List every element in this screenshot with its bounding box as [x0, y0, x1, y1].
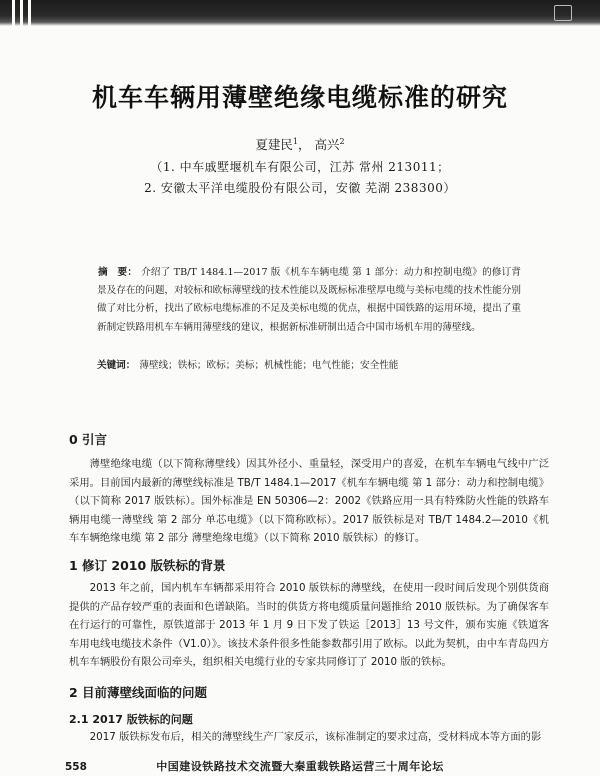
author-name: 夏建民 — [255, 137, 293, 152]
author-sup: 1 — [292, 136, 298, 146]
keywords-label: 关键词： — [97, 360, 136, 371]
scan-notch — [28, 0, 31, 26]
abstract-text: 介绍了 TB/T 1484.1—2017 版《机车车辆电缆 第 1 部分：动力和控制电缆》的修订背景及存在的问题，对较标和欧标薄壁线的技术性能以及既标标准壁厚电缆与美标电缆的技术性能分别做了对比分析，找出了欧标电缆标准的不足及美标电缆的优点，根据中国铁路的运用环境，提出了重新制定铁路用机车车辆用薄壁线的建议，根据新标准研制出适合中国市场机车用的薄壁线。 — [97, 267, 522, 333]
section-heading-problems: 2 目前薄壁线面临的问题 — [69, 685, 208, 700]
section-paragraph: 薄壁绝缘电缆（以下简称薄壁线）因其外径小、重量轻，深受用户的喜爱，在机车车辆电气线中广泛采用。目前国内最新的薄壁线标准是 TB/T 1484.1—2017《机车车辆电缆 第 1 部分：动力和控制电缆》（以下简称 2017 版铁标）。国外标准是 EN 50306—2：2002《铁路应用一具有特殊防火性能的铁路车辆用电缆一薄壁线 第 2 部分 单芯电缆》（以下简称欧标）。2017 版铁标是对 TB/T 1484.2—2010《机车车辆绝缘电缆 第 2 部分 薄壁绝缘电缆》（以下简称 2010 版铁标）的修订。 — [69, 458, 549, 545]
author-sup: 2 — [339, 136, 345, 146]
section-paragraph: 2017 版铁标发布后，相关的薄壁线生产厂家反示，该标准制定的要求过高，受材料成本等方面的影 — [89, 731, 542, 743]
affiliation: 2. 安徽太平洋电缆股份有限公司，安徽 芜湖 238300） — [144, 181, 456, 195]
author-line — [0, 135, 600, 153]
scan-notch — [20, 0, 23, 26]
footer-event-title: 中国建设铁路技术交流暨大秦重载铁路运营三十周年论坛 — [156, 760, 444, 773]
keywords-text: 薄壁线；铁标；欧标；美标；机械性能；电气性能；安全性能 — [139, 360, 399, 371]
section-heading-introduction: 0 引言 — [69, 432, 108, 447]
abstract-label: 摘 要： — [98, 267, 138, 278]
affiliation: （1. 中车戚墅堰机车有限公司，江苏 常州 213011； — [150, 160, 450, 174]
author-separator: ， — [298, 137, 311, 152]
abstract — [97, 264, 521, 337]
author-name: 高兴 — [314, 137, 340, 152]
section-paragraph: 2013 年之前，国内机车车辆都采用符合 2010 版铁标的薄壁线，在使用一段时间后发现个别供货商提供的产品存较严重的表面和色谱缺陷。当时的供货方将电缆质量问题推给 2010 版铁标。为了确保客车在行运行的可靠性，原铁道部于 2013 年 1 月 9 日下发了铁运［2013］13 号文件，颁布实施《铁道客车用电线电缆技术条件（V1.0）》。该技术条件很多性能参数都引用了欧标。以此为契机，由中车青岛四方机车车辆股份有限公司牵头，组织相关电缆行业的专家共同修订了 2010 版的铁标。 — [69, 582, 549, 669]
paper-title: 机车车辆用薄壁绝缘电缆标准的研究 — [91, 83, 508, 112]
subsection-heading: 2.1 2017 版铁标的问题 — [69, 713, 193, 726]
scan-edge-strip — [0, 0, 600, 26]
page-number: 558 — [65, 761, 87, 773]
keywords — [97, 357, 521, 371]
scan-corner-mark — [554, 5, 572, 21]
section-heading-background: 1 修订 2010 版铁标的背景 — [69, 558, 226, 573]
scan-notch — [12, 0, 15, 26]
